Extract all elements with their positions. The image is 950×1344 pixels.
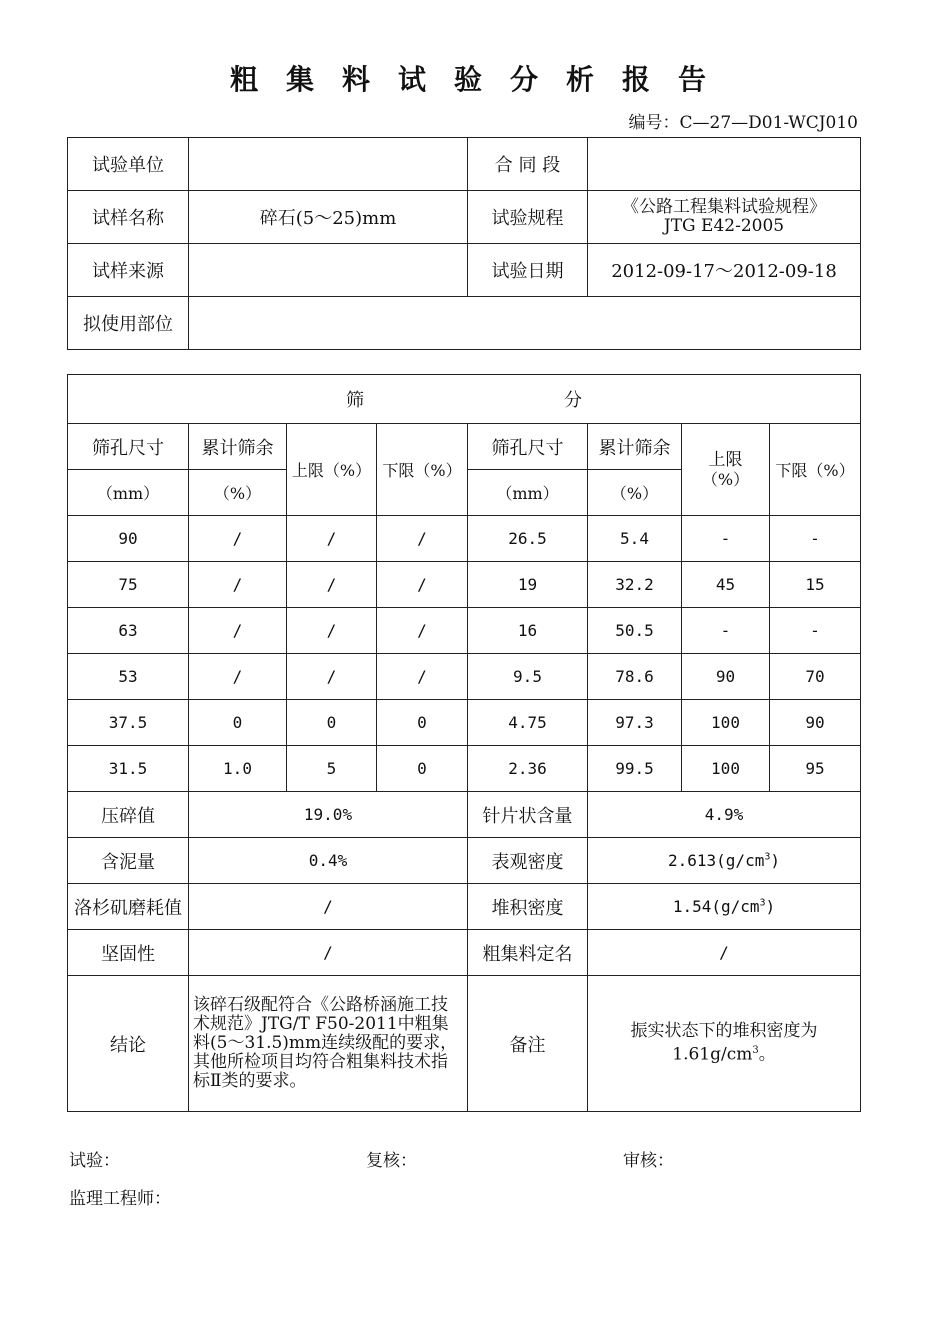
crush-label: 压碎值 bbox=[68, 792, 189, 838]
needle-label: 针片状含量 bbox=[468, 792, 588, 838]
col-size-unit-right: （mm） bbox=[468, 470, 588, 516]
right-size: 2.36 bbox=[468, 746, 588, 792]
page-title: 粗集料试验分析报告 bbox=[229, 63, 734, 96]
sample-name-label: 试样名称 bbox=[68, 191, 189, 244]
col-size-right: 筛孔尺寸 bbox=[468, 424, 588, 470]
left-cum: / bbox=[189, 608, 287, 654]
bulk-density-number: 1.54(g/cm bbox=[672, 897, 760, 916]
sample-name-value: 碎石(5～25)mm bbox=[189, 191, 468, 244]
sieve-title-right: 分 bbox=[564, 390, 582, 411]
bulk-density-sup: 3 bbox=[759, 897, 766, 909]
left-cum: 1.0 bbox=[189, 746, 287, 792]
right-size: 4.75 bbox=[468, 700, 588, 746]
col-upper-right-unit: （%） bbox=[701, 469, 750, 489]
table-row bbox=[68, 700, 861, 746]
left-upper: / bbox=[287, 562, 377, 608]
bulk-density-label: 堆积密度 bbox=[468, 884, 588, 930]
sieve-analysis-table bbox=[67, 374, 861, 1112]
right-upper: 90 bbox=[682, 654, 770, 700]
left-upper: / bbox=[287, 516, 377, 562]
left-upper: / bbox=[287, 608, 377, 654]
left-size: 31.5 bbox=[68, 746, 189, 792]
conclusion-text: 该碎石级配符合《公路桥涵施工技术规范》JTG/T F50-2011中粗集料(5～31.5)mm连续级配的要求，其他所检项目均符合粗集料技术指标Ⅱ类的要求。 bbox=[189, 976, 468, 1112]
la-abrasion-value: / bbox=[189, 884, 468, 930]
apparent-density-number: 2.613(g/cm bbox=[668, 851, 765, 870]
aggregate-name-value: / bbox=[588, 930, 861, 976]
left-upper: 5 bbox=[287, 746, 377, 792]
remark-label: 备注 bbox=[468, 976, 588, 1112]
right-cum: 78.6 bbox=[588, 654, 682, 700]
left-lower: 0 bbox=[377, 746, 468, 792]
col-cum-unit-left: （%） bbox=[189, 470, 287, 516]
bulk-density-value bbox=[588, 884, 861, 930]
apparent-density-label: 表观密度 bbox=[468, 838, 588, 884]
footer-audit: 审核： bbox=[623, 1151, 674, 1171]
source-label: 试样来源 bbox=[68, 244, 189, 297]
right-upper: 45 bbox=[682, 562, 770, 608]
basic-info-table bbox=[67, 137, 861, 350]
table-row bbox=[68, 516, 861, 562]
apparent-density-value bbox=[588, 838, 861, 884]
procedure-label: 试验规程 bbox=[468, 191, 588, 244]
col-cum-right: 累计筛余 bbox=[588, 424, 682, 470]
right-lower: 95 bbox=[770, 746, 861, 792]
col-size-unit-left: （mm） bbox=[68, 470, 189, 516]
right-cum: 32.2 bbox=[588, 562, 682, 608]
test-unit-label: 试验单位 bbox=[68, 138, 189, 191]
sieve-section-title bbox=[68, 375, 861, 424]
left-size: 63 bbox=[68, 608, 189, 654]
right-size: 16 bbox=[468, 608, 588, 654]
sieve-title-left: 筛 bbox=[346, 390, 364, 411]
left-cum: 0 bbox=[189, 700, 287, 746]
soundness-value: / bbox=[189, 930, 468, 976]
table-row bbox=[68, 608, 861, 654]
bulk-density-close: ) bbox=[765, 897, 776, 916]
remark-line-1: 振实状态下的堆积密度为 bbox=[630, 1021, 818, 1042]
procedure-line-1: 《公路工程集料试验规程》 bbox=[622, 197, 826, 217]
remark-sup: 3 bbox=[752, 1045, 759, 1057]
right-cum: 99.5 bbox=[588, 746, 682, 792]
document-number: 编号：C—27—D01-WCJ010 bbox=[628, 113, 858, 133]
left-size: 90 bbox=[68, 516, 189, 562]
col-size-left: 筛孔尺寸 bbox=[68, 424, 189, 470]
mud-value: 0.4% bbox=[189, 838, 468, 884]
left-cum: / bbox=[189, 654, 287, 700]
contract-value bbox=[588, 138, 861, 191]
right-upper: 100 bbox=[682, 746, 770, 792]
right-size: 19 bbox=[468, 562, 588, 608]
crush-value: 19.0% bbox=[189, 792, 468, 838]
table-row bbox=[68, 654, 861, 700]
left-size: 53 bbox=[68, 654, 189, 700]
left-size: 37.5 bbox=[68, 700, 189, 746]
left-upper: 0 bbox=[287, 700, 377, 746]
use-location-label: 拟使用部位 bbox=[68, 297, 189, 350]
needle-value: 4.9% bbox=[588, 792, 861, 838]
contract-label: 合 同 段 bbox=[468, 138, 588, 191]
right-cum: 50.5 bbox=[588, 608, 682, 654]
table-row bbox=[68, 746, 861, 792]
right-size: 9.5 bbox=[468, 654, 588, 700]
aggregate-name-label: 粗集料定名 bbox=[468, 930, 588, 976]
left-lower: / bbox=[377, 516, 468, 562]
la-abrasion-label: 洛杉矶磨耗值 bbox=[68, 884, 189, 930]
procedure-value bbox=[588, 191, 861, 244]
left-lower: / bbox=[377, 562, 468, 608]
remark-text bbox=[588, 976, 861, 1112]
left-lower: 0 bbox=[377, 700, 468, 746]
left-lower: / bbox=[377, 608, 468, 654]
right-lower: 70 bbox=[770, 654, 861, 700]
remark-end: 。 bbox=[758, 1044, 776, 1065]
col-upper-right bbox=[682, 424, 770, 516]
right-lower: 90 bbox=[770, 700, 861, 746]
right-lower: 15 bbox=[770, 562, 861, 608]
date-value: 2012-09-17～2012-09-18 bbox=[588, 244, 861, 297]
left-cum: / bbox=[189, 562, 287, 608]
footer-review: 复核： bbox=[366, 1151, 417, 1171]
col-upper-right-label: 上限 bbox=[708, 449, 743, 470]
col-cum-left: 累计筛余 bbox=[189, 424, 287, 470]
footer-test: 试验： bbox=[69, 1151, 120, 1171]
right-upper: - bbox=[682, 608, 770, 654]
right-size: 26.5 bbox=[468, 516, 588, 562]
left-upper: / bbox=[287, 654, 377, 700]
right-upper: 100 bbox=[682, 700, 770, 746]
apparent-density-close: ) bbox=[770, 851, 780, 870]
col-cum-unit-right: （%） bbox=[588, 470, 682, 516]
apparent-density-sup: 3 bbox=[764, 851, 771, 863]
right-cum: 97.3 bbox=[588, 700, 682, 746]
source-value bbox=[189, 244, 468, 297]
remark-line-2 bbox=[590, 1041, 858, 1065]
soundness-label: 坚固性 bbox=[68, 930, 189, 976]
right-lower: - bbox=[770, 516, 861, 562]
right-cum: 5.4 bbox=[588, 516, 682, 562]
left-lower: / bbox=[377, 654, 468, 700]
date-label: 试验日期 bbox=[468, 244, 588, 297]
footer-supervisor: 监理工程师： bbox=[69, 1189, 171, 1209]
right-upper: - bbox=[682, 516, 770, 562]
col-lower-left: 下限（%） bbox=[377, 424, 468, 516]
conclusion-label: 结论 bbox=[68, 976, 189, 1112]
remark-density: 1.61g/cm bbox=[672, 1044, 753, 1065]
procedure-line-2: JTG E42-2005 bbox=[663, 216, 785, 236]
col-upper-left: 上限（%） bbox=[287, 424, 377, 516]
test-unit-value bbox=[189, 138, 468, 191]
right-lower: - bbox=[770, 608, 861, 654]
mud-label: 含泥量 bbox=[68, 838, 189, 884]
left-cum: / bbox=[189, 516, 287, 562]
col-lower-right: 下限（%） bbox=[770, 424, 861, 516]
use-location-value bbox=[189, 297, 861, 350]
left-size: 75 bbox=[68, 562, 189, 608]
table-row bbox=[68, 562, 861, 608]
